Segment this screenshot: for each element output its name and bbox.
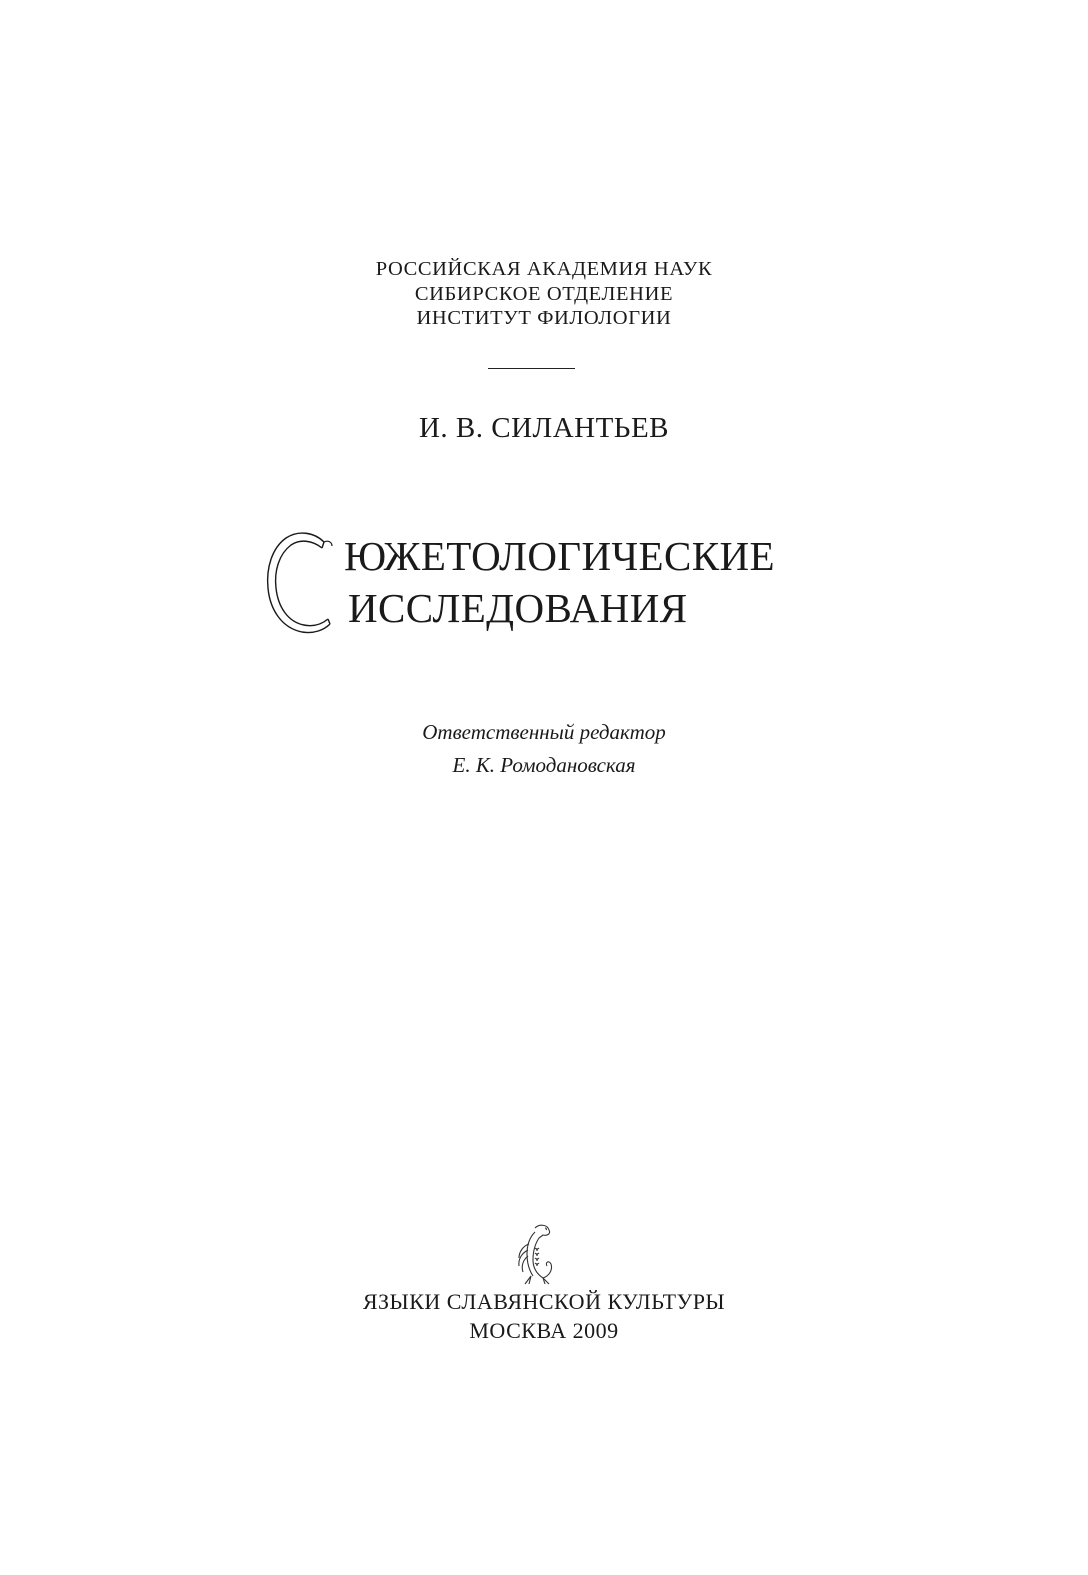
org-line-academy: РОССИЙСКАЯ АКАДЕМИЯ НАУК: [375, 258, 713, 280]
title-line-2: ИССЛЕДОВАНИЯ: [348, 585, 688, 631]
publisher-place-year: МОСКВА 2009: [469, 1318, 619, 1343]
title-initial-letter: [262, 528, 334, 638]
title-line-1: ЮЖЕТОЛОГИЧЕСКИЕ: [344, 533, 775, 579]
author-name: И. В. СИЛАНТЬЕВ: [418, 412, 670, 444]
publisher-name: ЯЗЫКИ СЛАВЯНСКОЙ КУЛЬТУРЫ: [362, 1289, 726, 1314]
editor-label: Ответственный редактор: [422, 720, 666, 744]
header-divider: [488, 368, 575, 369]
book-title: [262, 528, 822, 638]
org-line-institute: ИНСТИТУТ ФИЛОЛОГИИ: [416, 307, 672, 329]
griffin-emblem-icon: [509, 1222, 557, 1286]
org-line-branch: СИБИРСКОЕ ОТДЕЛЕНИЕ: [414, 283, 674, 305]
editor-name: Е. К. Ромодановская: [452, 753, 636, 777]
